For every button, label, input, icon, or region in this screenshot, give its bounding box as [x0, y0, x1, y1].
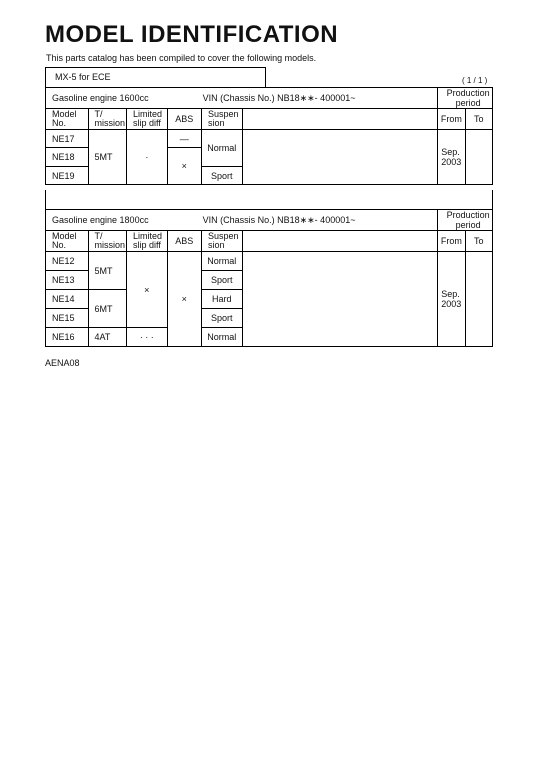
abs-cell: ×: [167, 148, 201, 185]
model-table-1600cc: [45, 87, 493, 185]
col-blank: [242, 109, 438, 130]
engine-label: Gasoline engine 1800cc: [52, 215, 149, 225]
from-cell: Sep. 2003: [438, 252, 465, 347]
col-abs: ABS: [167, 109, 201, 130]
model-cell: NE13: [46, 271, 89, 290]
col-suspension: Suspen sion: [202, 231, 243, 252]
col-to: To: [465, 231, 492, 252]
limited-slip-cell: · · ·: [127, 328, 168, 347]
suspension-cell: Normal: [202, 328, 243, 347]
table-row: [46, 130, 493, 148]
blank-cell: [242, 130, 438, 185]
col-transmission: T/ mission: [88, 109, 127, 130]
production-period-header: Production period: [438, 210, 493, 231]
model-cell: NE16: [46, 328, 89, 347]
col-transmission: T/ mission: [88, 231, 127, 252]
model-cell: NE15: [46, 309, 89, 328]
transmission-cell: 6MT: [88, 290, 127, 328]
table-gap: [45, 190, 493, 210]
model-cell: NE19: [46, 167, 89, 185]
engine-header-row: [46, 210, 438, 231]
suspension-cell: Normal: [202, 252, 243, 271]
footer-code: AENA08: [45, 358, 80, 368]
limited-slip-cell: ×: [127, 252, 168, 328]
col-model-no: Model No.: [46, 231, 89, 252]
abs-cell: —: [167, 130, 201, 148]
model-name-box: MX-5 for ECE: [45, 67, 266, 87]
col-limited-slip: Limited slip diff: [127, 109, 168, 130]
engine-label: Gasoline engine 1600cc: [52, 93, 149, 103]
limited-slip-cell: ·: [127, 130, 168, 185]
model-cell: NE12: [46, 252, 89, 271]
col-abs: ABS: [167, 231, 201, 252]
col-model-no: Model No.: [46, 109, 89, 130]
production-period-header: Production period: [438, 88, 493, 109]
engine-header-row: [46, 88, 438, 109]
col-limited-slip: Limited slip diff: [127, 231, 168, 252]
transmission-cell: 5MT: [88, 130, 127, 185]
col-from: From: [438, 231, 465, 252]
vin-label: VIN (Chassis No.) NB18∗∗- 400001~: [202, 215, 356, 225]
col-to: To: [465, 109, 492, 130]
vin-label: VIN (Chassis No.) NB18∗∗- 400001~: [202, 93, 356, 103]
col-from: From: [438, 109, 465, 130]
suspension-cell: Hard: [202, 290, 243, 309]
blank-cell: [242, 252, 438, 347]
col-suspension: Suspen sion: [202, 109, 243, 130]
suspension-cell: Sport: [202, 167, 243, 185]
abs-cell: ×: [167, 252, 201, 347]
to-cell: [465, 130, 492, 185]
from-cell: Sep. 2003: [438, 130, 465, 185]
col-blank: [242, 231, 438, 252]
model-table-1800cc: [45, 209, 493, 347]
suspension-cell: Sport: [202, 271, 243, 290]
suspension-cell: Normal: [202, 130, 243, 167]
page-indicator: ( 1 / 1 ): [462, 76, 488, 85]
model-cell: NE17: [46, 130, 89, 148]
transmission-cell: 4AT: [88, 328, 127, 347]
page-subtitle: This parts catalog has been compiled to cover the following models.: [46, 53, 317, 63]
table-row: [46, 252, 493, 271]
model-cell: NE14: [46, 290, 89, 309]
page-title: MODEL IDENTIFICATION: [45, 21, 339, 48]
suspension-cell: Sport: [202, 309, 243, 328]
transmission-cell: 5MT: [88, 252, 127, 290]
to-cell: [465, 252, 492, 347]
model-cell: NE18: [46, 148, 89, 167]
